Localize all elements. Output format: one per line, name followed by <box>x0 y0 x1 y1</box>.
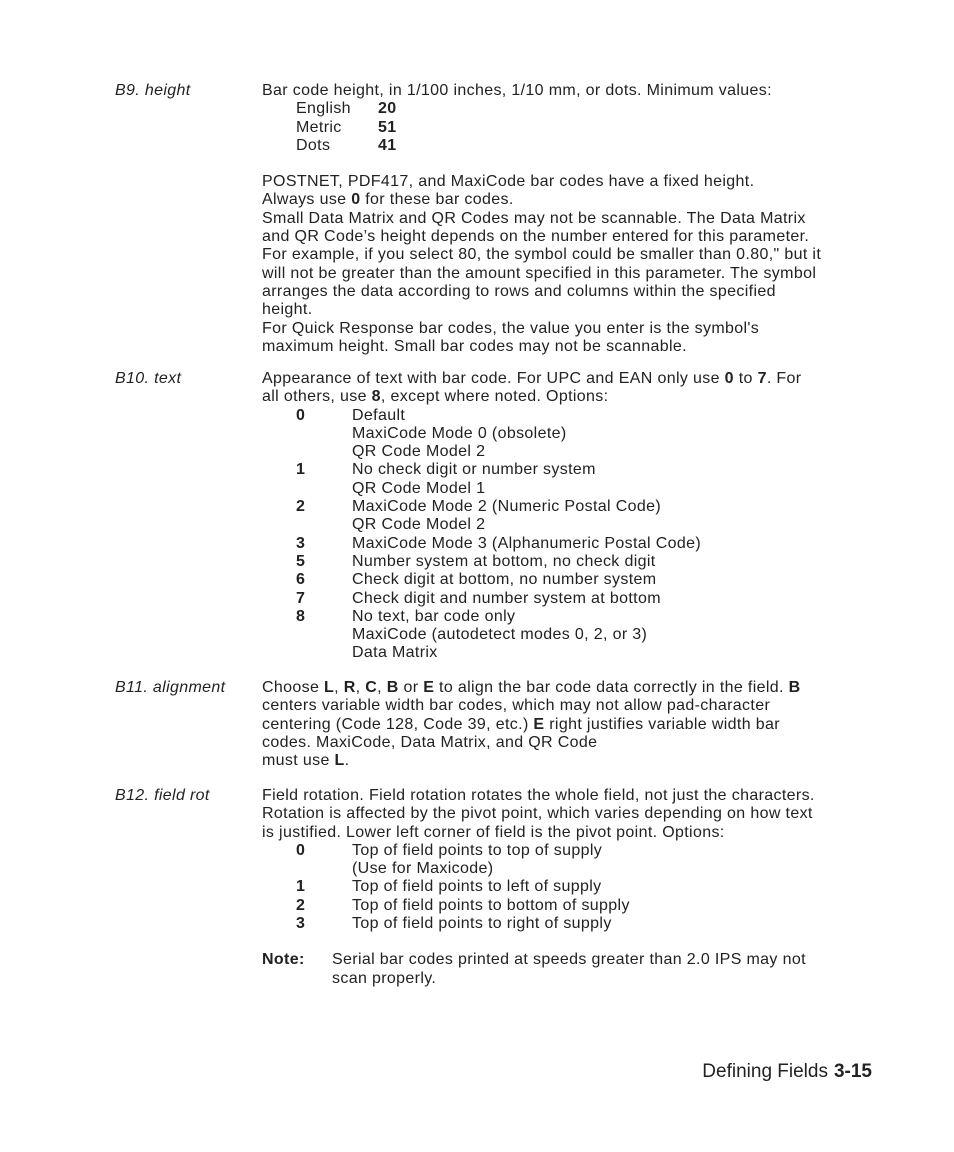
footer-section-title: Defining Fields <box>702 1061 828 1082</box>
option-number <box>296 443 352 461</box>
option-description: Check digit and number system at bottom <box>352 589 661 607</box>
minimum-value-row <box>262 119 878 137</box>
text-line: scan properly. <box>332 969 437 987</box>
text-line: For Quick Response bar codes, the value you enter is the symbol's <box>262 319 760 337</box>
text-line: maximum height. Small bar codes may not be scannable. <box>262 337 687 355</box>
option-row <box>262 878 878 896</box>
footer-page-number: 3-15 <box>833 1061 872 1082</box>
text-line: Appearance of text with bar code. For UPC and EAN only use 0 to 7. For <box>262 370 802 387</box>
text-line: centers variable width bar codes, which may not allow pad-character <box>262 697 771 715</box>
unit-label: English <box>296 100 351 118</box>
option-number <box>296 516 352 534</box>
option-row <box>262 461 878 479</box>
option-row <box>262 897 878 915</box>
text-line: and QR Code’s height depends on the number entered for this parameter. <box>262 228 810 246</box>
option-row <box>262 535 878 553</box>
note-label: Note: <box>262 951 305 969</box>
option-description: Top of field points to right of supply <box>352 915 612 933</box>
text-line: is justified. Lower left corner of field is the pivot point. Options: <box>262 823 725 841</box>
note-block <box>262 951 878 988</box>
option-number <box>296 425 352 443</box>
text-line: codes. MaxiCode, Data Matrix, and QR Code <box>262 733 598 751</box>
page-footer <box>702 1063 872 1081</box>
minimum-value-row <box>262 100 878 118</box>
option-number <box>296 644 352 662</box>
text-line: For example, if you select 80, the symbol could be smaller than 0.80," but it <box>262 246 822 264</box>
option-description: MaxiCode Mode 2 (Numeric Postal Code) <box>352 498 662 516</box>
definition-body <box>262 82 878 356</box>
option-row <box>262 553 878 571</box>
option-row <box>262 498 878 516</box>
option-row <box>262 626 878 644</box>
text-line: POSTNET, PDF417, and MaxiCode bar codes have a fixed height. <box>262 173 755 191</box>
text-line: arranges the data according to rows and columns within the specified <box>262 282 776 300</box>
option-description: Top of field points to left of supply <box>352 878 602 896</box>
text-line: Choose L, R, C, B or E to align the bar code data correctly in the field. B <box>262 679 801 696</box>
option-description: Data Matrix <box>352 644 438 662</box>
option-row <box>262 425 878 443</box>
note-text <box>332 951 806 988</box>
option-description: QR Code Model 2 <box>352 516 486 534</box>
text-line: must use L. <box>262 752 350 770</box>
text-line: Serial bar codes printed at speeds greater than 2.0 IPS may not <box>332 951 806 969</box>
option-number: 3 <box>296 534 306 552</box>
option-number: 2 <box>296 896 306 914</box>
text-line: centering (Code 128, Code 39, etc.) E right justifies variable width bar <box>262 715 780 733</box>
option-number: 1 <box>296 878 306 896</box>
option-number: 0 <box>296 406 306 424</box>
option-number: 8 <box>296 607 306 625</box>
term-label: B10. text <box>115 370 182 387</box>
option-number <box>296 480 352 498</box>
option-number: 6 <box>296 571 306 589</box>
option-description: (Use for Maxicode) <box>352 860 494 878</box>
option-row <box>262 516 878 534</box>
option-number: 2 <box>296 498 306 516</box>
text-line: Always use 0 for these bar codes. <box>262 191 514 209</box>
option-row <box>262 842 878 860</box>
option-number: 0 <box>296 841 306 859</box>
option-row <box>262 407 878 425</box>
term-label: B9. height <box>115 82 191 99</box>
option-number <box>296 626 352 644</box>
unit-label: Dots <box>296 136 331 154</box>
option-number <box>296 860 352 878</box>
option-row <box>262 571 878 589</box>
option-description: Number system at bottom, no check digit <box>352 552 656 570</box>
option-description: QR Code Model 1 <box>352 479 486 497</box>
option-description: MaxiCode Mode 3 (Alphanumeric Postal Code) <box>352 534 702 552</box>
text-line: Small Data Matrix and QR Codes may not be scannable. The Data Matrix <box>262 209 806 227</box>
definition-body <box>262 787 878 988</box>
option-description: Default <box>352 406 406 424</box>
minimum-value-row <box>262 137 878 155</box>
definition-body <box>262 679 878 770</box>
option-number: 5 <box>296 552 306 570</box>
option-description: QR Code Model 2 <box>352 443 486 461</box>
option-row <box>262 443 878 461</box>
option-row <box>262 608 878 626</box>
text-line: Bar code height, in 1/100 inches, 1/10 mm, or dots. Minimum values: <box>262 82 772 99</box>
unit-value: 51 <box>378 118 397 136</box>
option-number: 7 <box>296 589 306 607</box>
option-description: No text, bar code only <box>352 607 516 625</box>
option-number: 3 <box>296 915 306 933</box>
term-label: B12. field rot <box>115 787 210 804</box>
text-line: Field rotation. Field rotation rotates the whole field, not just the characters. <box>262 787 815 804</box>
option-row <box>262 644 878 662</box>
unit-value: 20 <box>378 100 397 118</box>
option-row <box>262 915 878 933</box>
option-description: Top of field points to bottom of supply <box>352 896 630 914</box>
option-description: Check digit at bottom, no number system <box>352 571 657 589</box>
option-row <box>262 480 878 498</box>
option-description: Top of field points to top of supply <box>352 841 603 859</box>
text-line: height. <box>262 301 313 319</box>
option-description: MaxiCode (autodetect modes 0, 2, or 3) <box>352 626 648 644</box>
option-row <box>262 590 878 608</box>
option-row <box>262 860 878 878</box>
term-label: B11. alignment <box>115 679 226 696</box>
option-number: 1 <box>296 461 306 479</box>
option-description: No check digit or number system <box>352 461 596 479</box>
text-line: all others, use 8, except where noted. Options: <box>262 388 609 406</box>
text-line: Rotation is affected by the pivot point, which varies depending on how text <box>262 805 813 823</box>
option-description: MaxiCode Mode 0 (obsolete) <box>352 424 567 442</box>
definition-body <box>262 370 878 663</box>
unit-label: Metric <box>296 118 342 136</box>
unit-value: 41 <box>378 136 397 154</box>
text-line: will not be greater than the amount specified in this parameter. The symbol <box>262 264 817 282</box>
